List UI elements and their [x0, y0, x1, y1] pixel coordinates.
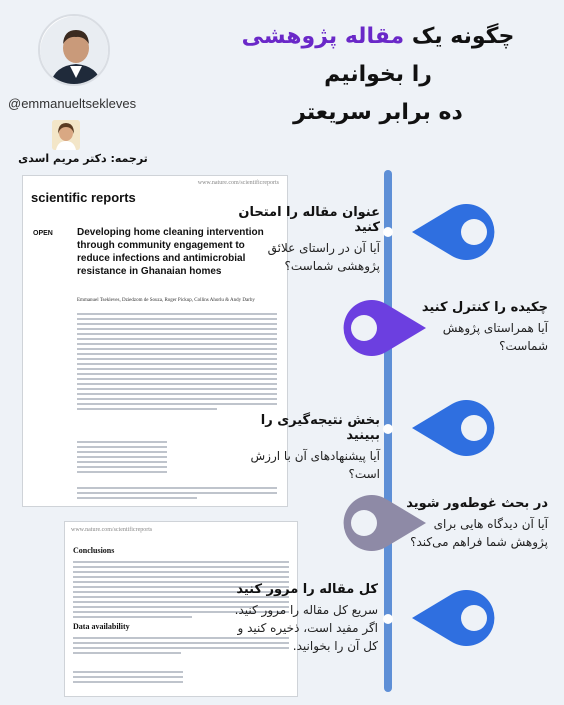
- step-4-heading: در بحث غوطه‌ور شوید: [406, 496, 548, 511]
- step-1-body: آیا آن در راستای علائق پژوهشی شماست؟: [267, 241, 380, 273]
- step-2-heading: چکیده را کنترل کنید: [421, 300, 548, 315]
- timeline-node-1: [383, 227, 393, 237]
- dates-block: [73, 668, 183, 686]
- step-4-body: آیا آن دیدگاه هایی برای پژوهش شما فراهم می‌کند؟: [410, 517, 548, 549]
- page-title: [218, 18, 538, 132]
- conclusions-heading: Conclusions: [73, 546, 115, 555]
- step-1-pin-icon: [412, 204, 522, 264]
- abbreviations-list: [77, 438, 167, 476]
- article-title: Developing home cleaning intervention through community engagement to reduce infections and antimicrobial resistance in Ghanaian homes: [77, 227, 264, 277]
- step-5: [228, 582, 378, 655]
- abstract-text: [77, 310, 277, 413]
- translator-credit: ترجمه: دکتر مریم اسدی: [18, 152, 148, 165]
- translator-avatar: [52, 120, 80, 150]
- step-5-body: سریع کل مقاله را مرور کنید. اگر مفید است، ذخیره کنید و کل آن را بخوانید.: [234, 603, 378, 653]
- step-1-heading: عنوان مقاله را امتحان کنید: [238, 205, 380, 235]
- article-authors: Emmanuel Tsekleves, Dziedzom de Souza, Roger Pickup, Collins Ahorlu & Andy Darby: [77, 298, 255, 303]
- open-label: OPEN: [33, 230, 53, 237]
- step-2: [398, 300, 548, 355]
- timeline-node-3: [383, 424, 393, 434]
- author-avatar: [38, 14, 110, 86]
- data-availability-heading: Data availability: [73, 622, 130, 631]
- step-5-pin-icon: [412, 590, 522, 650]
- paper-url-2: www.nature.com/scientificreports: [71, 527, 153, 533]
- journal-name: scientific reports: [31, 190, 136, 205]
- title-line-3: ده برابر سریعتر: [293, 100, 463, 125]
- author-handle[interactable]: @emmanueltsekleves: [8, 96, 137, 111]
- timeline-node-5: [383, 614, 393, 624]
- title-accent: مقاله پژوهشی: [241, 24, 405, 49]
- step-3: [230, 413, 380, 483]
- step-3-body: آیا پیشنهادهای آن با ارزش است؟: [250, 449, 380, 481]
- title-prefix: چگونه یک: [411, 24, 515, 49]
- affiliations: [77, 484, 277, 502]
- step-5-heading: کل مقاله را مرور کنید: [236, 582, 378, 597]
- step-2-body: آیا همراستای پژوهش شماست؟: [442, 321, 548, 353]
- step-1: [230, 205, 380, 275]
- title-line-2: را بخوانیم: [324, 62, 432, 87]
- step-3-pin-icon: [412, 400, 522, 460]
- step-3-heading: بخش نتیجه‌گیری را ببینید: [260, 413, 380, 443]
- step-4: [398, 496, 548, 551]
- paper-url: www.nature.com/scientificreports: [197, 180, 279, 186]
